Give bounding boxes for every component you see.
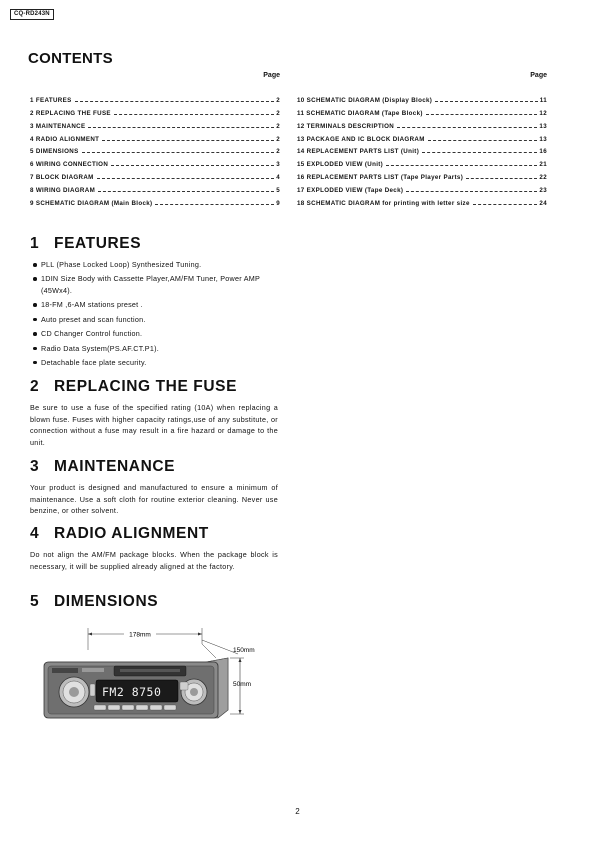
toc-entry-page: 23 <box>539 187 547 195</box>
section-title: REPLACING THE FUSE <box>54 378 238 395</box>
toc-leader <box>155 204 274 205</box>
section-heading <box>30 525 278 543</box>
maintenance-body-text: Your product is designed and manufactured to ensure a minimum of maintenance. Use a soft cloth for routine exterior cleaning. Never use benzine, or other solvent. <box>30 483 278 516</box>
dimensions-figure <box>30 622 290 732</box>
toc-entry-page: 9 <box>276 200 280 208</box>
feature-item: CD Changer Control function. <box>30 328 278 340</box>
toc-entry-page: 13 <box>539 122 547 130</box>
toc-entry-page: 2 <box>276 122 280 130</box>
toc-leader <box>386 165 537 166</box>
toc-leader <box>111 165 274 166</box>
toc-leader <box>428 140 538 141</box>
section-dimensions <box>30 593 278 611</box>
toc-page-header: Page <box>530 72 547 79</box>
section-number: 5 <box>30 593 40 610</box>
radio-alignment-body-text: Do not align the AM/FM package blocks. When the package block is necessary, it will be supplied already aligned at the factory. <box>30 550 278 571</box>
toc-entry[interactable] <box>297 91 547 104</box>
toc-right-column <box>297 72 547 207</box>
feature-item: Radio Data System(PS.AF.CT.P1). <box>30 343 278 355</box>
page-number: 2 <box>295 807 300 816</box>
section-number: 2 <box>30 378 40 395</box>
section-replacing-fuse <box>30 378 278 448</box>
toc-entry-label: 14 REPLACEMENT PARTS LIST (Unit) <box>297 148 420 156</box>
depth-label: 150mm <box>233 647 255 654</box>
section-number: 1 <box>30 235 40 252</box>
toc-leader <box>466 178 537 179</box>
width-label: 178mm <box>129 631 151 639</box>
feature-item: Auto preset and scan function. <box>30 314 278 326</box>
section-title: FEATURES <box>54 235 142 252</box>
toc-entry-label: 6 WIRING CONNECTION <box>30 161 109 169</box>
toc-leader <box>102 140 274 141</box>
section-number: 3 <box>30 458 40 475</box>
section-heading <box>30 458 278 476</box>
toc-entry-label: 12 TERMINALS DESCRIPTION <box>297 122 395 130</box>
toc-leader <box>422 152 537 153</box>
toc-entry-label: 4 RADIO ALIGNMENT <box>30 135 100 143</box>
section-title: DIMENSIONS <box>54 593 159 610</box>
toc-entry-label: 3 MAINTENANCE <box>30 122 86 130</box>
toc-leader <box>98 191 274 192</box>
toc-entry[interactable] <box>30 117 280 130</box>
toc-entry[interactable] <box>297 168 547 181</box>
toc-entry-label: 9 SCHEMATIC DIAGRAM (Main Block) <box>30 200 153 208</box>
fuse-body-text: Be sure to use a fuse of the specified rating (10A) when replacing a blown fuse. Fuses with higher capacity ratings,use of any substitute, or connection without a fuse may result in a fire hazard or damage to the unit. <box>30 403 278 447</box>
toc-entry-label: 17 EXPLODED VIEW (Tape Deck) <box>297 187 404 195</box>
toc-entry-page: 2 <box>276 96 280 104</box>
toc-leader <box>75 101 275 102</box>
toc-entry-page: 16 <box>539 148 547 156</box>
toc-entry-page: 22 <box>539 174 547 182</box>
toc-entry-label: 5 DIMENSIONS <box>30 148 79 156</box>
toc-entry-page: 24 <box>539 200 547 208</box>
section-radio-alignment <box>30 525 278 572</box>
toc-entry-label: 10 SCHEMATIC DIAGRAM (Display Block) <box>297 96 433 104</box>
toc-left-column <box>30 72 280 207</box>
toc-leader <box>97 178 275 179</box>
section-title: MAINTENANCE <box>54 458 176 475</box>
toc-entry[interactable] <box>297 143 547 156</box>
toc-right-list <box>297 91 547 207</box>
section-title: RADIO ALIGNMENT <box>54 525 209 542</box>
feature-item: 18-FM ,6-AM stations preset . <box>30 299 278 311</box>
toc-entry-label: 16 REPLACEMENT PARTS LIST (Tape Player Parts) <box>297 174 464 182</box>
toc-entry[interactable] <box>30 143 280 156</box>
toc-entry-page: 11 <box>539 96 547 104</box>
toc-leader <box>397 127 537 128</box>
height-label: 50mm <box>233 681 252 688</box>
toc-leader <box>473 204 538 205</box>
section-maintenance <box>30 458 278 517</box>
feature-item: Detachable face plate security. <box>30 357 278 369</box>
feature-item: PLL (Phase Locked Loop) Synthesized Tuning. <box>30 259 278 271</box>
toc-entry-label: 13 PACKAGE AND IC BLOCK DIAGRAM <box>297 135 425 143</box>
toc-entry-page: 4 <box>276 174 280 182</box>
toc-entry[interactable] <box>297 155 547 168</box>
toc-entry-label: 2 REPLACING THE FUSE <box>30 109 111 117</box>
toc-entry-label: 7 BLOCK DIAGRAM <box>30 174 94 182</box>
toc-leader <box>88 127 274 128</box>
toc-entry-label: 11 SCHEMATIC DIAGRAM (Tape Block) <box>297 109 423 117</box>
toc-entry-page: 12 <box>539 109 547 117</box>
toc-entry-label: 8 WIRING DIAGRAM <box>30 187 96 195</box>
toc-leader <box>114 114 274 115</box>
toc-entry[interactable] <box>30 194 280 207</box>
toc-entry[interactable] <box>297 181 547 194</box>
toc-entry-label: 18 SCHEMATIC DIAGRAM for printing with letter size <box>297 200 470 208</box>
toc-entry[interactable] <box>297 104 547 117</box>
feature-item: 1DIN Size Body with Cassette Player,AM/FM Tuner, Power AMP (45Wx4). <box>30 273 278 296</box>
toc-entry-page: 5 <box>276 187 280 195</box>
toc-entry[interactable] <box>30 130 280 143</box>
display-readout: FM2 8750 <box>102 685 162 699</box>
toc-entry[interactable] <box>30 155 280 168</box>
toc-entry[interactable] <box>297 194 547 207</box>
toc-entry-page: 2 <box>276 109 280 117</box>
toc-entry-page: 3 <box>276 161 280 169</box>
toc-entry[interactable] <box>30 91 280 104</box>
section-heading <box>30 593 278 611</box>
toc-entry-page: 13 <box>539 135 547 143</box>
section-heading <box>30 378 278 396</box>
contents-title: CONTENTS <box>28 50 113 67</box>
feature-list <box>30 259 278 369</box>
toc-entry[interactable] <box>297 117 547 130</box>
document-code-label: CQ-RD243N <box>10 9 54 20</box>
toc-left-list <box>30 91 280 207</box>
toc-entry[interactable] <box>30 168 280 181</box>
toc-entry[interactable] <box>30 104 280 117</box>
section-heading <box>30 235 278 253</box>
toc-entry-page: 2 <box>276 135 280 143</box>
toc-entry-label: 15 EXPLODED VIEW (Unit) <box>297 161 384 169</box>
toc-entry-page: 21 <box>539 161 547 169</box>
toc-entry-page: 2 <box>276 148 280 156</box>
section-features <box>30 235 278 371</box>
toc-entry[interactable] <box>30 181 280 194</box>
toc-leader <box>406 191 537 192</box>
toc-entry-label: 1 FEATURES <box>30 96 72 104</box>
toc-leader <box>426 114 538 115</box>
toc-leader <box>82 152 275 153</box>
toc-leader <box>435 101 538 102</box>
toc-entry[interactable] <box>297 130 547 143</box>
toc-page-header: Page <box>263 72 280 79</box>
section-number: 4 <box>30 525 40 542</box>
